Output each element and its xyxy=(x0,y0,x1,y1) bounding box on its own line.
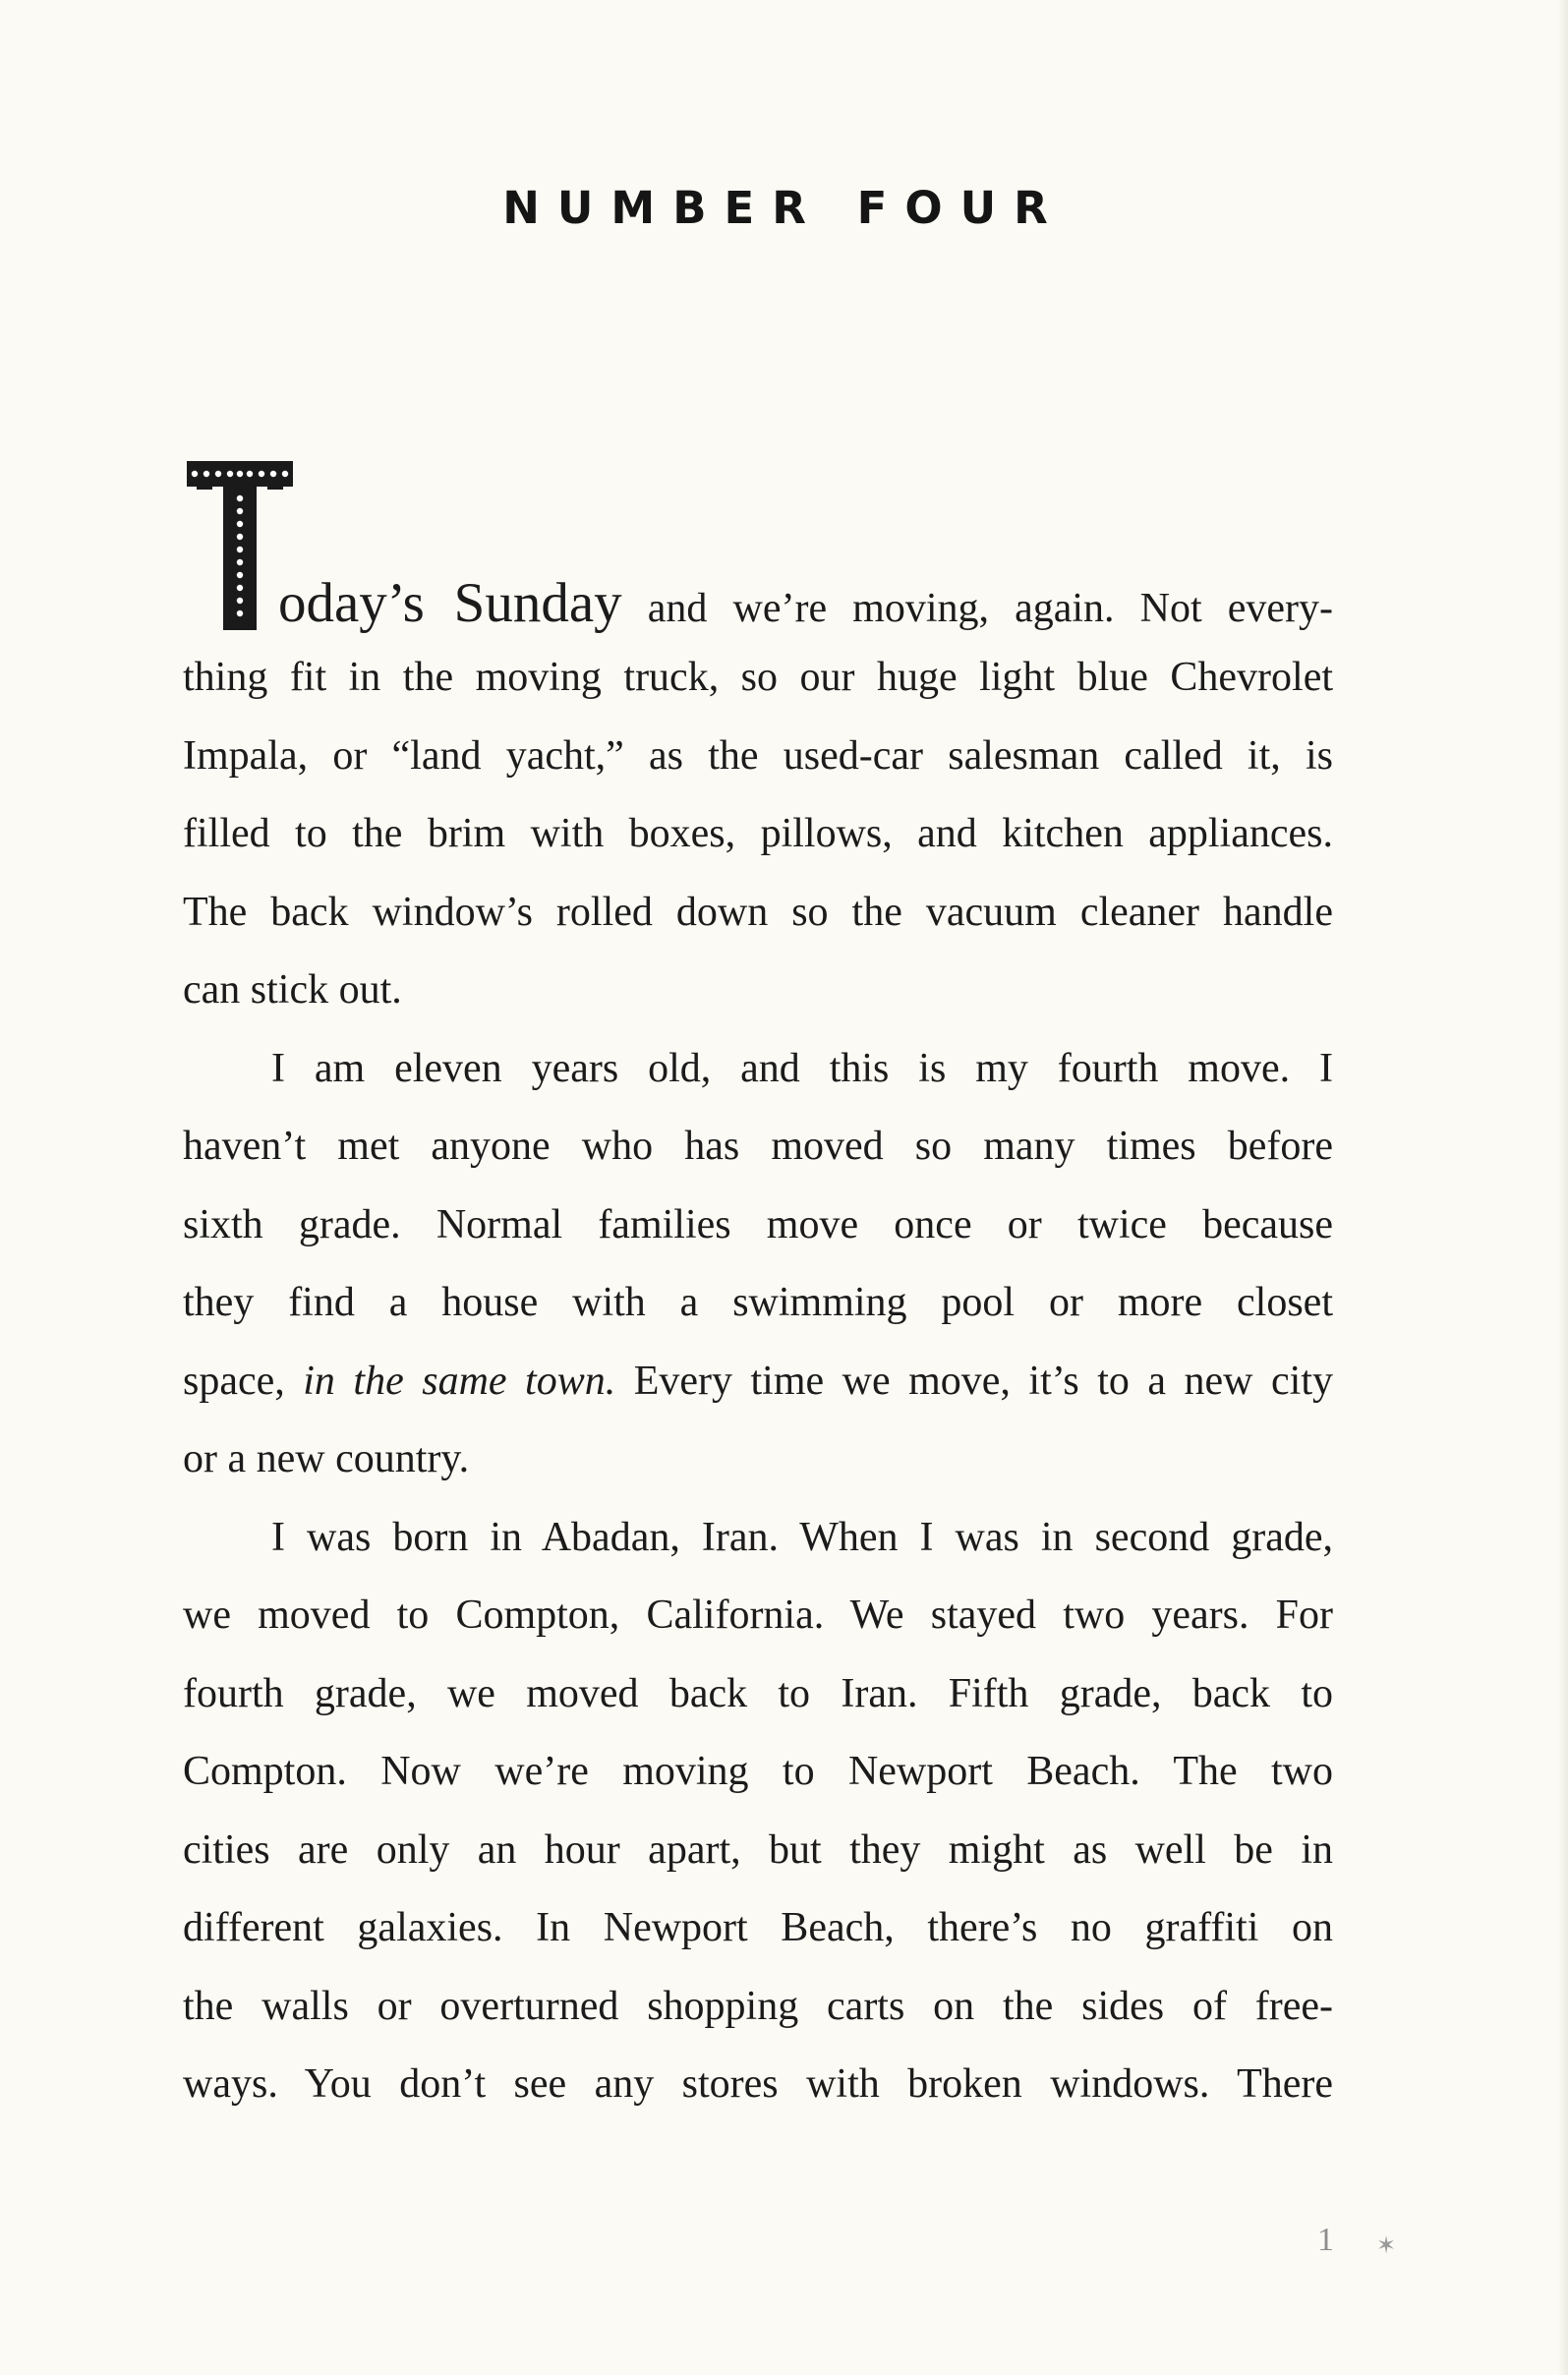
italic-phrase: in the same town. xyxy=(303,1358,616,1404)
text-line: they find a house with a swimming pool or more closet xyxy=(183,1280,1333,1325)
first-line-rest: and we’re moving, again. Not every- xyxy=(621,586,1333,631)
text-line: ways. You don’t see any stores with broken windows. There xyxy=(183,2061,1333,2107)
first-line xyxy=(183,442,1333,639)
lead-words: oday’s Sunday xyxy=(278,572,622,634)
text-line: thing fit in the moving truck, so our huge light blue Chevrolet xyxy=(183,655,1333,700)
page-number: 1 xyxy=(1317,2222,1334,2258)
text-line: filled to the brim with boxes, pillows, and kitchen appliances. xyxy=(183,811,1333,856)
first-line-text xyxy=(278,564,1333,643)
text-line: cities are only an hour apart, but they might as well be in xyxy=(183,1826,1333,1873)
text-line: the walls or overturned shopping carts on the sides of free- xyxy=(183,1983,1333,2029)
text-line: sixth grade. Normal families move once or twice because xyxy=(183,1201,1333,1247)
body-text xyxy=(183,442,1333,2124)
text-line: The back window’s rolled down so the vacuum cleaner handle xyxy=(183,889,1333,935)
text-line: Compton. Now we’re moving to Newport Beach. The two xyxy=(183,1749,1333,1794)
text-span: space, xyxy=(183,1358,304,1404)
text-line: we moved to Compton, California. We stayed two years. For xyxy=(183,1593,1333,1638)
text-line: can stick out. xyxy=(183,967,402,1013)
page-ornament-icon: ✶ xyxy=(1376,2231,1397,2259)
page-edge-shadow xyxy=(1558,0,1568,2375)
text-line-with-italic xyxy=(183,1343,1333,1421)
text-line: I was born in Abadan, Iran. When I was in second grade, xyxy=(271,1514,1333,1560)
text-line: different galaxies. In Newport Beach, there’s no graffiti on xyxy=(183,1905,1333,1950)
text-line: fourth grade, we moved back to Iran. Fifth grade, back to xyxy=(183,1670,1333,1716)
drop-cap-letter: T xyxy=(240,623,242,625)
text-span: Every time we move, it’s to a new city xyxy=(615,1358,1333,1404)
text-line: haven’t met anyone who has moved so many times before xyxy=(183,1124,1333,1169)
text-line: or a new country. xyxy=(183,1436,470,1481)
chapter-title: NUMBER FOUR xyxy=(502,182,1066,234)
text-line: Impala, or “land yacht,” as the used-car salesman called it, is xyxy=(183,732,1333,779)
text-line: I am eleven years old, and this is my fourth move. I xyxy=(271,1045,1333,1091)
